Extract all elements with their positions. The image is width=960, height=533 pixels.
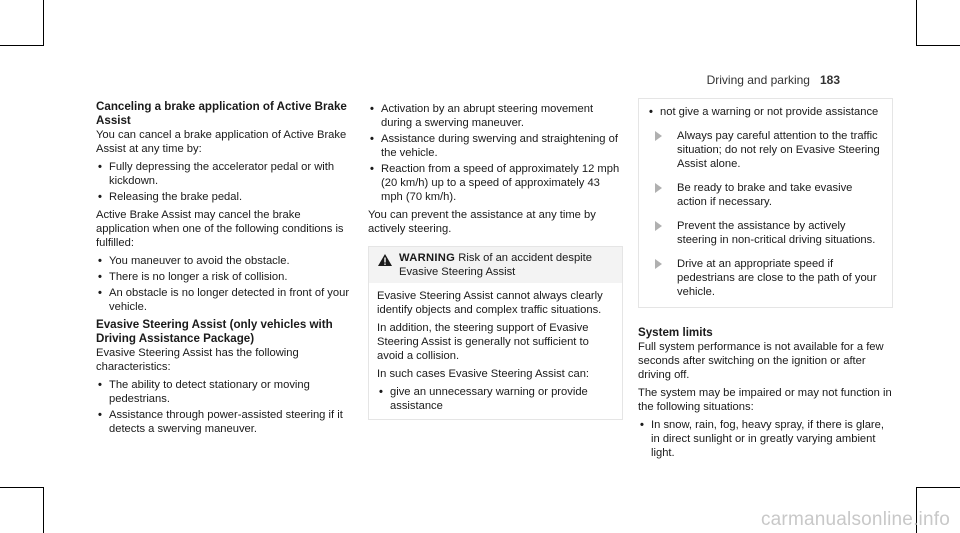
crop-mark [0, 487, 44, 488]
arrow-right-icon [655, 259, 662, 269]
heading-cancel-brake: Canceling a brake application of Active Brake Assist [96, 100, 347, 127]
bullet-list [647, 105, 884, 119]
paragraph: Evasive Steering Assist cannot always clearly identify objects and complex traffic situations. [377, 290, 603, 316]
warning-header [369, 247, 622, 283]
paragraph: Full system performance is not available for a few seconds after switching on the ignition or after driving off. [638, 341, 884, 381]
crop-mark [43, 487, 44, 533]
list-item: • Fully depressing the accelerator pedal or with kickdown. [96, 160, 351, 188]
list-item: • The ability to detect stationary or moving pedestrians. [96, 378, 351, 406]
instruction-item [647, 181, 884, 209]
arrow-right-icon [655, 221, 662, 231]
bullet-list [96, 254, 351, 314]
crop-mark [916, 0, 917, 46]
paragraph: In addition, the steering support of Evasive Steering Assist is generally not sufficient to avoid a collision. [377, 322, 589, 362]
instruction-text: Drive at an appropriate speed if pedestrians are close to the path of your vehicle. [677, 258, 877, 298]
crop-mark [43, 0, 44, 46]
list-item: • Assistance through power-assisted steering if it detects a swerving maneuver. [96, 408, 351, 436]
bullet-list [638, 418, 893, 460]
paragraph: You can cancel a brake application of Active Brake Assist at any time by: [96, 129, 347, 155]
instruction-text: Be ready to brake and take evasive action if necessary. [677, 182, 853, 208]
warning-label: WARNING [399, 252, 456, 264]
list-item: • There is no longer a risk of collision. [96, 270, 351, 284]
list-item: • give an unnecessary warning or provide assistance [377, 385, 614, 413]
instruction-item [647, 257, 884, 299]
bullet-list [96, 160, 351, 204]
paragraph: Active Brake Assist may cancel the brake application when one of the following conditions is fulfilled: [96, 209, 344, 249]
heading-evasive-steering: Evasive Steering Assist (only vehicles with Driving Assistance Package) [96, 318, 333, 345]
instruction-item [647, 129, 884, 171]
system-limits-section [638, 326, 893, 460]
heading-system-limits: System limits [638, 326, 713, 339]
list-item: • Reaction from a speed of approximately 12 mph (20 km/h) up to a speed of approximately 43 mph (70 km/h). [368, 162, 623, 204]
arrow-right-icon [655, 183, 662, 193]
instruction-text: Always pay careful attention to the traffic situation; do not rely on Evasive Steering Assist alone. [677, 130, 880, 170]
list-item: • Activation by an abrupt steering movement during a swerving maneuver. [368, 102, 623, 130]
bullet-list [368, 102, 623, 204]
watermark: carmanualsonline.info [760, 509, 950, 530]
paragraph: Evasive Steering Assist has the following characteristics: [96, 347, 299, 373]
bullet-list [96, 378, 351, 436]
warning-triangle-icon [378, 254, 392, 266]
page-header [707, 73, 840, 87]
page-number: 183 [819, 73, 840, 87]
warning-box [368, 246, 623, 420]
paragraph: You can prevent the assistance at any time by actively steering. [368, 209, 596, 235]
column-2 [368, 100, 623, 420]
warning-continuation-box [638, 98, 893, 308]
arrow-right-icon [655, 131, 662, 141]
list-item: • In snow, rain, fog, heavy spray, if there is glare, in direct sunlight or in greatly varying ambient light. [638, 418, 893, 460]
list-item: • An obstacle is no longer detected in front of your vehicle. [96, 286, 351, 314]
bullet-list [377, 385, 614, 413]
warning-body [369, 283, 622, 419]
column-3 [638, 100, 893, 464]
paragraph: The system may be impaired or may not function in the following situations: [638, 387, 892, 413]
list-item: • not give a warning or not provide assistance [647, 105, 884, 119]
list-item: • Releasing the brake pedal. [96, 190, 351, 204]
instruction-item [647, 219, 884, 247]
crop-mark [916, 45, 960, 46]
crop-mark [0, 45, 44, 46]
list-item: • You maneuver to avoid the obstacle. [96, 254, 351, 268]
section-title: Driving and parking [706, 73, 810, 87]
paragraph: In such cases Evasive Steering Assist can: [377, 368, 590, 380]
list-item: • Assistance during swerving and straightening of the vehicle. [368, 132, 623, 160]
column-1 [96, 100, 351, 440]
crop-mark [916, 487, 960, 488]
warning-title: Risk of an accident despite Evasive Steering Assist [399, 252, 592, 278]
instruction-text: Prevent the assistance by actively steering in non-critical driving situations. [677, 220, 876, 246]
